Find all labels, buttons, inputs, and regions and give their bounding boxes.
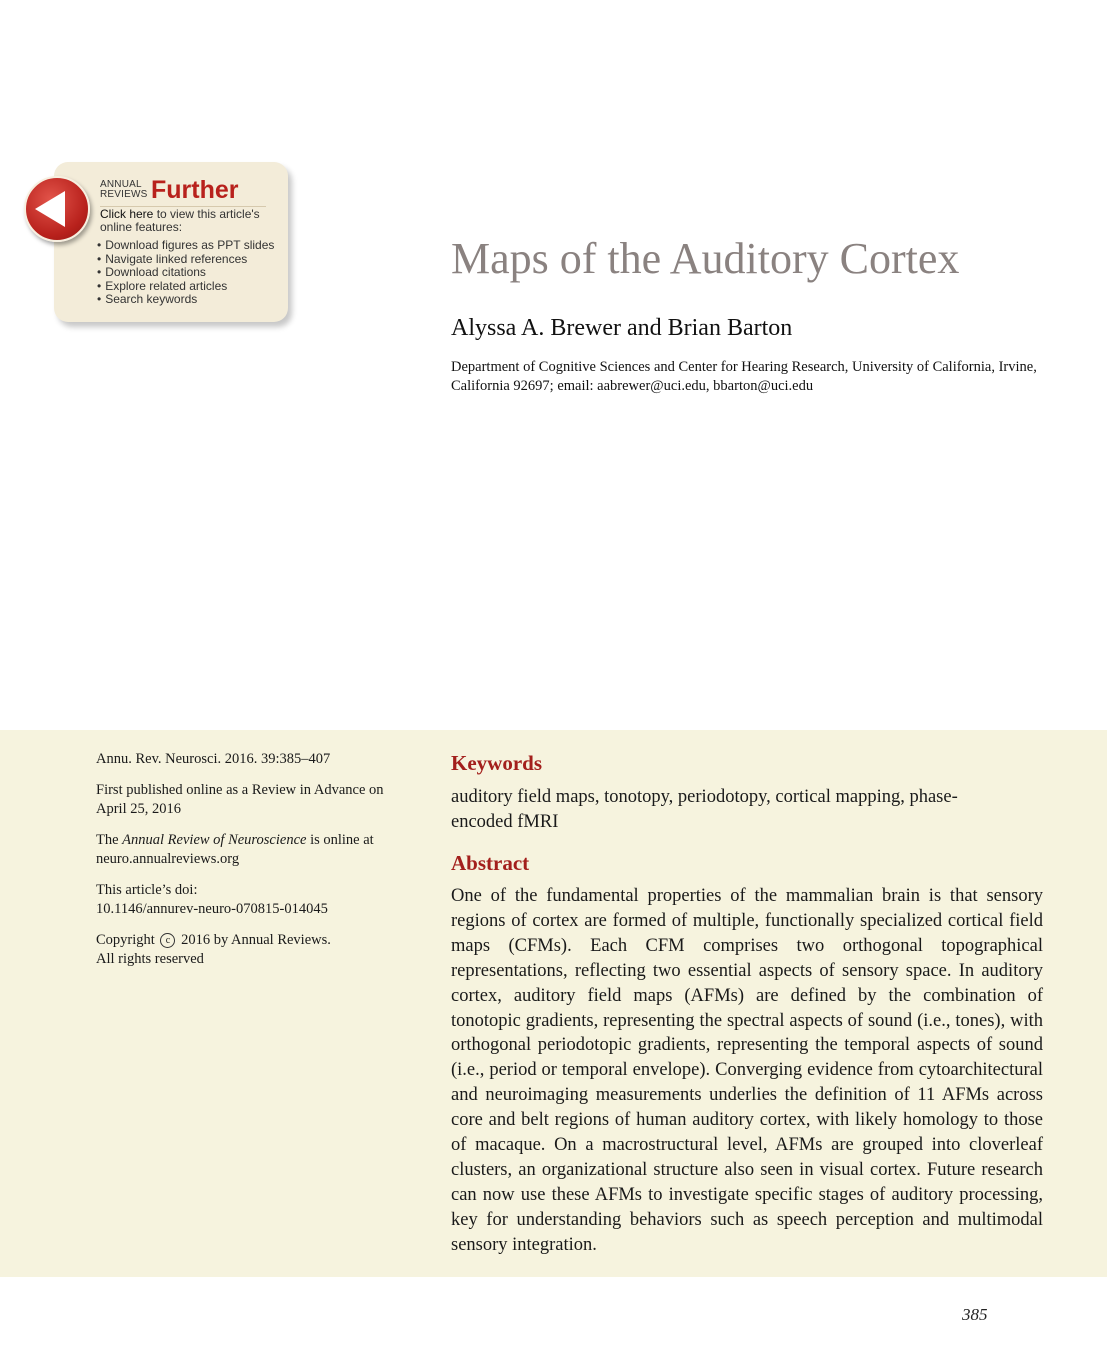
doi-label: This article’s doi: bbox=[96, 882, 198, 898]
online-prefix: The bbox=[96, 832, 123, 848]
copyright-icon: c bbox=[160, 933, 175, 948]
author-affiliation: Department of Cognitive Sciences and Center for Hearing Research, University of California, Irvine, California 92697; email: aabrewer@uci.edu, bbarton@uci.edu bbox=[451, 359, 1037, 394]
citation: Annu. Rev. Neurosci. 2016. 39:385–407 bbox=[96, 751, 331, 767]
keywords-heading: Keywords bbox=[451, 751, 542, 775]
abstract-heading: Abstract bbox=[451, 851, 530, 875]
article-metadata bbox=[96, 750, 416, 981]
rights-reserved: All rights reserved bbox=[96, 951, 204, 967]
feature-download-citations[interactable]: • Download citations bbox=[97, 266, 274, 280]
first-published: First published online as a Review in Advance on April 25, 2016 bbox=[96, 782, 384, 817]
feature-search-keywords[interactable]: • Search keywords bbox=[97, 293, 274, 307]
page-number: 385 bbox=[962, 1305, 988, 1324]
doi-value: 10.1146/annurev-neuro-070815-014045 bbox=[96, 901, 328, 917]
doi-block bbox=[96, 881, 416, 919]
further-wordmark: Further bbox=[151, 176, 239, 204]
article-title: Maps of the Auditory Cortex bbox=[451, 234, 960, 283]
back-arrow-button[interactable] bbox=[24, 176, 90, 242]
feature-navigate-references[interactable]: • Navigate linked references bbox=[97, 253, 274, 267]
click-here-text bbox=[100, 208, 280, 234]
copyright-prefix: Copyright bbox=[96, 932, 155, 948]
keywords-text: auditory field maps, tonotopy, periodotopy, cortical mapping, phase-encoded fMRI bbox=[451, 787, 958, 832]
article-authors: Alyssa A. Brewer and Brian Barton bbox=[451, 315, 793, 341]
annual-reviews-wordmark: ANNUAL REVIEWS bbox=[100, 179, 148, 200]
feature-related-articles[interactable]: • Explore related articles bbox=[97, 280, 274, 294]
copyright-suffix: 2016 by Annual Reviews. bbox=[181, 932, 331, 948]
journal-name: Annual Review of Neuroscience bbox=[122, 832, 307, 848]
abstract-text: One of the fundamental properties of the mammalian brain is that sensory regions of cortex are formed of multiple, functionally specialized cortical field maps (CFMs). Each CFM comprises two orthogonal topographical representations, reflecting two essential aspects of sensory space. In auditory cortex, auditory field maps (AFMs) are defined by the combination of tonotopic gradients, representing the spectral aspects of sound (i.e., tones), with orthogonal periodotopic gradients, representing the temporal aspects of sound (i.e., period or temporal envelope). Converging evidence from cytoarchitectural and neuroimaging measurements underlies the definition of 11 AFMs across core and belt regions of human auditory cortex, with likely homology to those of macaque. On a macrostructural level, AFMs are grouped into cloverleaf clusters, an organizational structure also seen in visual cortex. Future research can now use these AFMs to investigate specific stages of auditory processing, key for understanding behaviors such as speech perception and multimodal sensory integration. bbox=[451, 886, 1043, 1255]
click-here-description: to view this article's online features: bbox=[100, 207, 260, 234]
online-features-list bbox=[97, 239, 274, 307]
online-suffix: is online at neuro.annualreviews.org bbox=[96, 832, 374, 867]
copyright-block bbox=[96, 931, 416, 969]
online-at bbox=[96, 831, 416, 869]
click-here-link[interactable]: Click here bbox=[100, 207, 154, 221]
left-arrow-icon bbox=[35, 191, 65, 227]
feature-download-figures[interactable]: • Download figures as PPT slides bbox=[97, 239, 274, 253]
